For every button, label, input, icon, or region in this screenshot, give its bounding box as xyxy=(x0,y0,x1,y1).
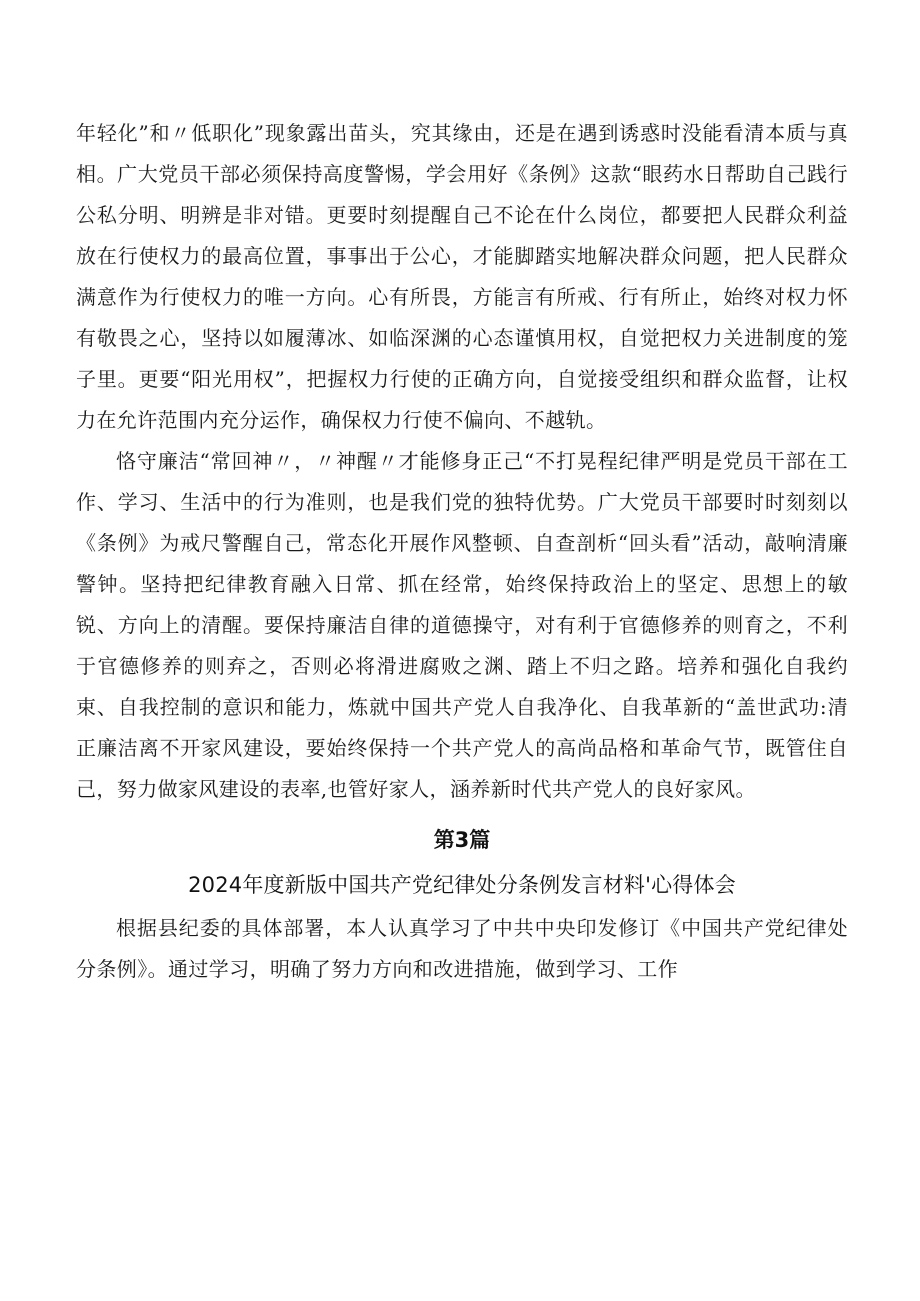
paragraph-1: 年轻化”和〃低职化”现象露出苗头，究其缘由，还是在遇到诱惑时没能看清本质与真相。广大党员干部必须保持高度警惕，学会用好《条例》这款“眼药水日帮助自己践行公私分明、明辨是非对错。更要时刻提醒自己不论在什么岗位，都要把人民群众利益放在行使权力的最高位置，事事出于公心，才能脚踏实地解决群众问题，把人民群众满意作为行使权力的唯一方向。心有所畏，方能言有所戒、行有所止，始终对权力怀有敬畏之心，坚持以如履薄冰、如临深渊的心态谨慎用权，自觉把权力关进制度的笼子里。更要“阳光用权”，把握权力行使的正确方向，自觉接受组织和群众监督，让权力在允许范围内充分运作，确保权力行使不偏向、不越轨。 xyxy=(76,121,848,432)
paragraph-2: 恪守廉洁“常回神〃，〃神醒〃才能修身正己“不打晃程纪律严明是党员干部在工作、学习、生活中的行为准则，也是我们党的独特优势。广大党员干部要时时刻刻以《条例》为戒尺警醒自己，常态化开展作风整顿、自查剖析“回头看”活动，敲响清廉警钟。坚持把纪律教育融入日常、抓在经常，始终保持政治上的坚定、思想上的敏锐、方向上的清醒。要保持廉洁自律的道德操守，对有利于官德修养的则育之，不利于官德修养的则弃之，否则必将滑进腐败之渊、踏上不归之路。培养和强化自我约束、自我控制的意识和能力，炼就中国共产党人自我净化、自我革新的“盖世武功:清正廉洁离不开家风建设，要始终保持一个共产党人的高尚品格和革命气节，既管住自己，努力做家风建设的表率,也管好家人，涵养新时代共产党人的良好家风。 xyxy=(76,449,848,801)
section-number-heading: 第3篇 xyxy=(433,828,491,852)
document-body xyxy=(76,113,848,990)
paragraph-3: 根据县纪委的具体部署，本人认真学习了中共中央印发修订《中国共产党纪律处分条例》。通过学习，明确了努力方向和改进措施，做到学习、工作 xyxy=(76,916,848,981)
section-title-heading: 2024年度新版中国共产党纪律处分条例发言材料'心得体会 xyxy=(188,873,736,897)
